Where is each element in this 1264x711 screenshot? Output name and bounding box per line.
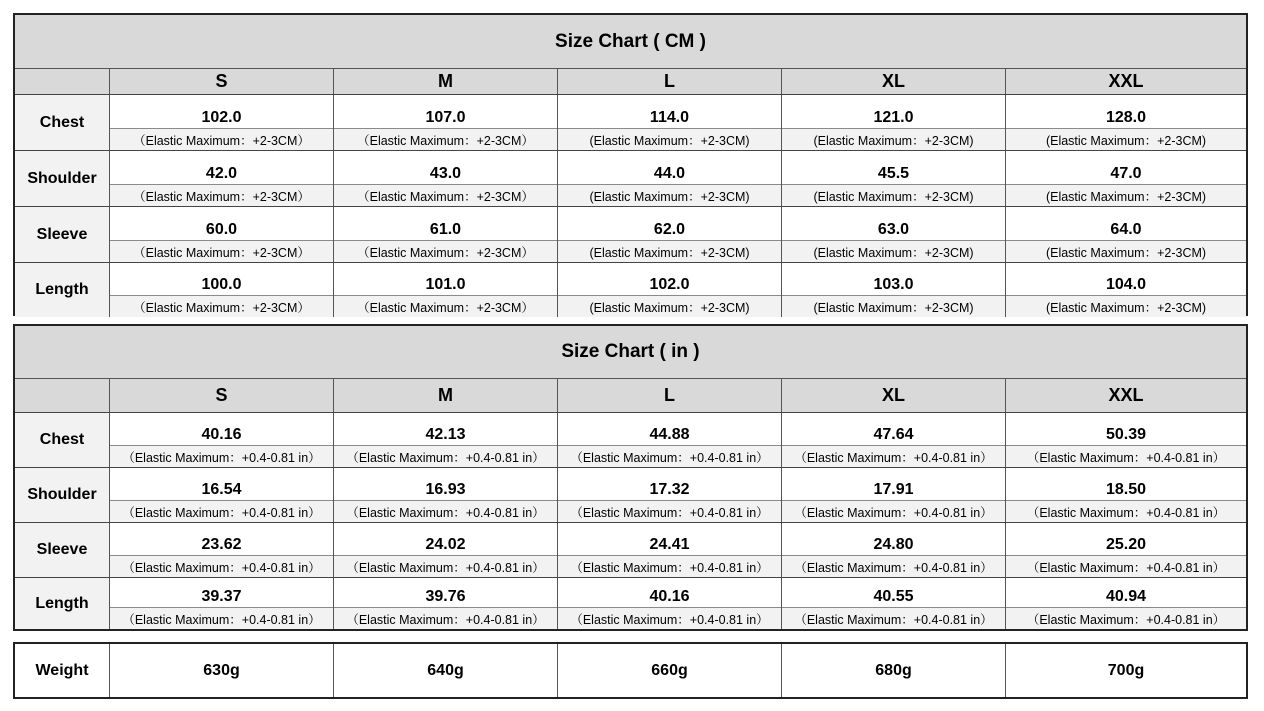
size-chart-cm-table (13, 13, 1248, 316)
size-header-xl: XL (781, 379, 1005, 412)
elastic-note: (Elastic Maximum：+2-3CM) (558, 295, 781, 317)
measurement-value: 47.0 (1110, 165, 1142, 182)
elastic-note: （Elastic Maximum：+0.4-0.81 in） (1006, 445, 1246, 467)
size-header-xl: XL (781, 69, 1005, 94)
measurement-value: 103.0 (873, 276, 914, 293)
elastic-note: (Elastic Maximum：+2-3CM) (558, 240, 781, 262)
elastic-note: （Elastic Maximum：+2-3CM） (110, 184, 333, 206)
measurement-value: 62.0 (653, 221, 686, 238)
elastic-note: （Elastic Maximum：+0.4-0.81 in） (782, 555, 1005, 577)
elastic-note: (Elastic Maximum：+2-3CM) (558, 184, 781, 206)
elastic-note: （Elastic Maximum：+0.4-0.81 in） (110, 500, 333, 522)
table-cell (781, 95, 1005, 150)
size-chart-cm-title: Size Chart ( CM ) (15, 15, 1246, 69)
table-cell (557, 263, 781, 317)
table-row-chest (15, 412, 1246, 467)
elastic-note: （Elastic Maximum：+0.4-0.81 in） (558, 445, 781, 467)
table-cell (333, 151, 557, 206)
table-cell (781, 207, 1005, 262)
measurement-value: 24.80 (873, 536, 914, 553)
table-cell (109, 523, 333, 577)
table-cell (1005, 578, 1246, 629)
measurement-value: 40.16 (649, 588, 690, 605)
measurement-value: 40.55 (873, 588, 914, 605)
header-corner (15, 379, 109, 412)
elastic-note: （Elastic Maximum：+0.4-0.81 in） (558, 500, 781, 522)
elastic-note: （Elastic Maximum：+0.4-0.81 in） (334, 607, 557, 629)
measurement-value: 45.5 (877, 165, 910, 182)
table-cell (781, 263, 1005, 317)
elastic-note: (Elastic Maximum：+2-3CM) (1006, 128, 1246, 150)
weight-value-xxl: 700g (1005, 644, 1246, 697)
measurement-value: 114.0 (649, 109, 690, 126)
elastic-note: （Elastic Maximum：+0.4-0.81 in） (782, 607, 1005, 629)
elastic-note: (Elastic Maximum：+2-3CM) (782, 128, 1005, 150)
table-cell (557, 523, 781, 577)
elastic-note: （Elastic Maximum：+0.4-0.81 in） (558, 555, 781, 577)
elastic-note: （Elastic Maximum：+0.4-0.81 in） (782, 445, 1005, 467)
table-cell (1005, 207, 1246, 262)
size-header-m: M (333, 379, 557, 412)
row-label-length: Length (15, 578, 109, 629)
measurement-value: 16.93 (425, 481, 466, 498)
elastic-note: (Elastic Maximum：+2-3CM) (782, 184, 1005, 206)
elastic-note: （Elastic Maximum：+2-3CM） (334, 184, 557, 206)
table-cell (1005, 468, 1246, 522)
measurement-value: 50.39 (1105, 426, 1147, 443)
size-header-xxl: XXL (1005, 379, 1246, 412)
measurement-value: 25.20 (1105, 536, 1147, 553)
table-cell (781, 523, 1005, 577)
size-header-row (15, 69, 1246, 94)
row-label-chest: Chest (15, 95, 109, 150)
table-cell (109, 413, 333, 467)
measurement-value: 44.0 (653, 165, 686, 182)
row-label-shoulder: Shoulder (15, 468, 109, 522)
table-cell (109, 263, 333, 317)
row-label-weight: Weight (15, 644, 109, 697)
table-cell (109, 151, 333, 206)
table-cell (333, 523, 557, 577)
size-chart-in-table (13, 324, 1248, 631)
table-cell (1005, 151, 1246, 206)
elastic-note: （Elastic Maximum：+0.4-0.81 in） (1006, 555, 1246, 577)
measurement-value: 101.0 (425, 276, 466, 293)
measurement-value: 102.0 (649, 276, 690, 293)
weight-value-m: 640g (333, 644, 557, 697)
measurement-value: 42.13 (425, 426, 466, 443)
measurement-value: 17.91 (873, 481, 914, 498)
measurement-value: 18.50 (1105, 481, 1147, 498)
elastic-note: (Elastic Maximum：+2-3CM) (1006, 295, 1246, 317)
table-cell (333, 413, 557, 467)
elastic-note: (Elastic Maximum：+2-3CM) (1006, 184, 1246, 206)
table-cell (109, 207, 333, 262)
table-cell (109, 578, 333, 629)
elastic-note: (Elastic Maximum：+2-3CM) (782, 240, 1005, 262)
header-corner (15, 69, 109, 94)
measurement-value: 24.41 (649, 536, 690, 553)
size-header-s: S (109, 379, 333, 412)
size-header-xxl: XXL (1005, 69, 1246, 94)
table-cell (557, 468, 781, 522)
table-cell (781, 413, 1005, 467)
table-cell (1005, 95, 1246, 150)
table-row-length (15, 262, 1246, 317)
table-cell (1005, 413, 1246, 467)
measurement-value: 42.0 (205, 165, 238, 182)
table-cell (557, 413, 781, 467)
table-cell (781, 151, 1005, 206)
table-cell (781, 468, 1005, 522)
elastic-note: （Elastic Maximum：+0.4-0.81 in） (110, 445, 333, 467)
row-label-sleeve: Sleeve (15, 523, 109, 577)
elastic-note: (Elastic Maximum：+2-3CM) (558, 128, 781, 150)
size-header-l: L (557, 69, 781, 94)
measurement-value: 63.0 (877, 221, 910, 238)
measurement-value: 107.0 (425, 109, 466, 126)
row-label-sleeve: Sleeve (15, 207, 109, 262)
table-row-length (15, 577, 1246, 629)
table-cell (557, 578, 781, 629)
measurement-value: 39.37 (201, 588, 242, 605)
elastic-note: （Elastic Maximum：+0.4-0.81 in） (1006, 500, 1246, 522)
size-header-s: S (109, 69, 333, 94)
table-row-shoulder (15, 467, 1246, 522)
elastic-note: （Elastic Maximum：+0.4-0.81 in） (334, 555, 557, 577)
elastic-note: （Elastic Maximum：+0.4-0.81 in） (334, 445, 557, 467)
size-header-l: L (557, 379, 781, 412)
measurement-value: 40.16 (201, 426, 242, 443)
measurement-value: 60.0 (205, 221, 238, 238)
weight-value-s: 630g (109, 644, 333, 697)
table-cell (109, 468, 333, 522)
measurement-value: 40.94 (1105, 588, 1147, 605)
table-cell (333, 468, 557, 522)
size-chart-in-title: Size Chart ( in ) (15, 326, 1246, 379)
measurement-value: 121.0 (873, 109, 914, 126)
measurement-value: 61.0 (429, 221, 462, 238)
table-cell (333, 263, 557, 317)
elastic-note: （Elastic Maximum：+2-3CM） (110, 128, 333, 150)
measurement-value: 23.62 (201, 536, 242, 553)
row-label-chest: Chest (15, 413, 109, 467)
row-label-length: Length (15, 263, 109, 317)
size-header-row (15, 379, 1246, 412)
weight-table (13, 642, 1248, 699)
table-cell (557, 207, 781, 262)
table-cell (1005, 263, 1246, 317)
measurement-value: 16.54 (201, 481, 242, 498)
elastic-note: （Elastic Maximum：+2-3CM） (110, 295, 333, 317)
measurement-value: 47.64 (873, 426, 914, 443)
elastic-note: （Elastic Maximum：+0.4-0.81 in） (110, 607, 333, 629)
measurement-value: 43.0 (429, 165, 462, 182)
size-header-m: M (333, 69, 557, 94)
measurement-value: 39.76 (425, 588, 466, 605)
table-cell (109, 95, 333, 150)
elastic-note: （Elastic Maximum：+2-3CM） (110, 240, 333, 262)
elastic-note: （Elastic Maximum：+0.4-0.81 in） (558, 607, 781, 629)
table-cell (781, 578, 1005, 629)
elastic-note: （Elastic Maximum：+0.4-0.81 in） (782, 500, 1005, 522)
elastic-note: (Elastic Maximum：+2-3CM) (782, 295, 1005, 317)
elastic-note: （Elastic Maximum：+2-3CM） (334, 240, 557, 262)
measurement-value: 24.02 (425, 536, 466, 553)
elastic-note: （Elastic Maximum：+2-3CM） (334, 128, 557, 150)
weight-value-xl: 680g (781, 644, 1005, 697)
measurement-value: 64.0 (1110, 221, 1142, 238)
measurement-value: 100.0 (201, 276, 242, 293)
measurement-value: 102.0 (201, 109, 242, 126)
elastic-note: (Elastic Maximum：+2-3CM) (1006, 240, 1246, 262)
table-row-shoulder (15, 150, 1246, 206)
measurement-value: 128.0 (1105, 109, 1147, 126)
table-row-weight (15, 644, 1246, 697)
measurement-value: 104.0 (1105, 276, 1147, 293)
table-row-sleeve (15, 206, 1246, 262)
measurement-value: 17.32 (649, 481, 690, 498)
table-cell (333, 207, 557, 262)
table-cell (557, 95, 781, 150)
table-row-sleeve (15, 522, 1246, 577)
table-cell (557, 151, 781, 206)
table-cell (1005, 523, 1246, 577)
row-label-shoulder: Shoulder (15, 151, 109, 206)
elastic-note: （Elastic Maximum：+0.4-0.81 in） (1006, 607, 1246, 629)
table-row-chest (15, 94, 1246, 150)
elastic-note: （Elastic Maximum：+0.4-0.81 in） (334, 500, 557, 522)
weight-value-l: 660g (557, 644, 781, 697)
elastic-note: （Elastic Maximum：+2-3CM） (334, 295, 557, 317)
table-cell (333, 578, 557, 629)
table-cell (333, 95, 557, 150)
measurement-value: 44.88 (649, 426, 690, 443)
elastic-note: （Elastic Maximum：+0.4-0.81 in） (110, 555, 333, 577)
